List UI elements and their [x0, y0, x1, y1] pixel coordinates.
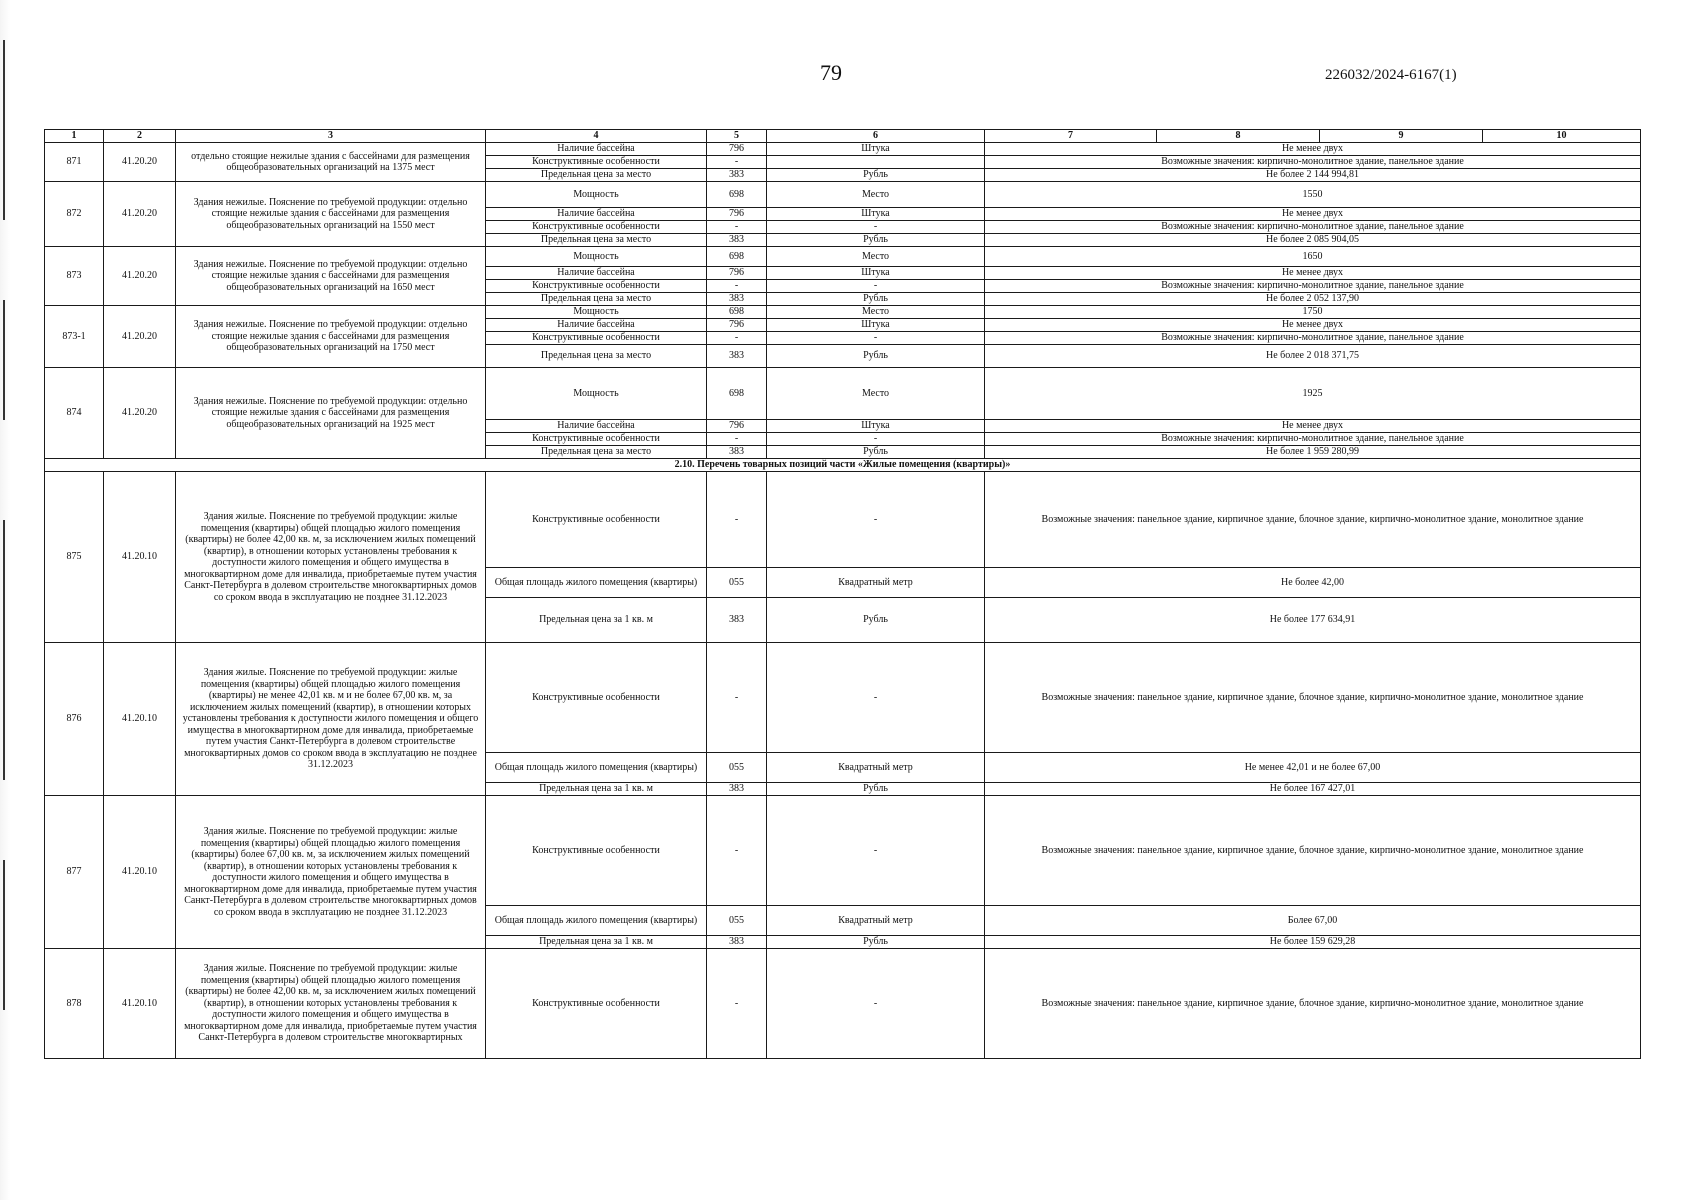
column-header-8: 8	[1157, 130, 1320, 143]
unit-name: Штука	[767, 208, 985, 221]
okei-code: 698	[707, 247, 767, 267]
characteristic-value: 1925	[985, 368, 1641, 420]
okei-code: 698	[707, 306, 767, 319]
item-description: Здания жилые. Пояснение по требуемой продукции: жилые помещения (квартиры) общей площадью жилого помещения (квартиры) не менее 42,01 кв. м и не более 67,00 кв. м, за исключением жилых помещений (квартир), в отношении которых установлены требования к доступности жилого помещения и общего имущества в многоквартирном доме для инвалида, приобретаемые путем участия Санкт-Петербурга в долевом строительстве многоквартирных домов со сроком ввода в эксплуатацию не позднее 31.12.2023	[176, 643, 486, 796]
okpd2-code: 41.20.20	[104, 182, 176, 247]
table-row	[45, 472, 1641, 568]
unit-name: Квадратный метр	[767, 568, 985, 598]
characteristic-value: Не более 42,00	[985, 568, 1641, 598]
characteristic-name: Конструктивные особенности	[486, 433, 707, 446]
table-body	[45, 143, 1641, 1059]
okei-code: -	[707, 949, 767, 1059]
unit-name: Рубль	[767, 169, 985, 182]
okei-code: -	[707, 221, 767, 234]
page-number: 79	[820, 60, 842, 85]
characteristic-name: Конструктивные особенности	[486, 949, 707, 1059]
table-head	[45, 130, 1641, 143]
unit-name: -	[767, 472, 985, 568]
okpd2-code: 41.20.10	[104, 796, 176, 949]
characteristic-value: 1650	[985, 247, 1641, 267]
unit-name: Рубль	[767, 345, 985, 368]
item-description: Здания нежилые. Пояснение по требуемой продукции: отдельно стоящие нежилые здания с бассейнами для размещения общеобразовательных организаций на 1925 мест	[176, 368, 486, 459]
characteristic-value: Не менее двух	[985, 208, 1641, 221]
okei-code: -	[707, 796, 767, 906]
unit-name: Квадратный метр	[767, 753, 985, 783]
unit-name: Рубль	[767, 783, 985, 796]
okei-code: 796	[707, 420, 767, 433]
okei-code: -	[707, 643, 767, 753]
characteristic-value: Возможные значения: кирпично-монолитное здание, панельное здание	[985, 433, 1641, 446]
unit-name: Штука	[767, 420, 985, 433]
item-number: 873-1	[45, 306, 104, 368]
item-number: 877	[45, 796, 104, 949]
characteristic-value: Не более 2 144 994,81	[985, 169, 1641, 182]
column-header-9: 9	[1320, 130, 1483, 143]
unit-name: -	[767, 949, 985, 1059]
okei-code: 796	[707, 208, 767, 221]
characteristic-value: Не более 167 427,01	[985, 783, 1641, 796]
characteristic-value: 1750	[985, 306, 1641, 319]
characteristic-name: Общая площадь жилого помещения (квартиры)	[486, 906, 707, 936]
item-description: Здания нежилые. Пояснение по требуемой продукции: отдельно стоящие нежилые здания с бассейнами для размещения общеобразовательных организаций на 1750 мест	[176, 306, 486, 368]
item-description: Здания жилые. Пояснение по требуемой продукции: жилые помещения (квартиры) общей площадью жилого помещения (квартиры) не более 42,00 кв. м, за исключением жилых помещений (квартир), в отношении которых установлены требования к доступности жилого помещения и общего имущества в многоквартирном доме для инвалида, приобретаемые путем участия Санкт-Петербурга в долевом строительстве многоквартирных домов со сроком ввода в эксплуатацию не позднее 31.12.2023	[176, 472, 486, 643]
characteristic-name: Предельная цена за место	[486, 234, 707, 247]
unit-name: Рубль	[767, 293, 985, 306]
unit-name: -	[767, 433, 985, 446]
unit-name: Место	[767, 182, 985, 208]
characteristic-name: Конструктивные особенности	[486, 643, 707, 753]
unit-name: Штука	[767, 143, 985, 156]
characteristic-name: Наличие бассейна	[486, 143, 707, 156]
characteristic-value: Не менее двух	[985, 420, 1641, 433]
column-header-4: 4	[486, 130, 707, 143]
unit-name: Место	[767, 306, 985, 319]
okpd2-code: 41.20.20	[104, 306, 176, 368]
okei-code: -	[707, 472, 767, 568]
item-description: Здания жилые. Пояснение по требуемой продукции: жилые помещения (квартиры) общей площадью жилого помещения (квартиры) не более 42,00 кв. м, за исключением жилых помещений (квартир), в отношении которых установлены требования к доступности жилого помещения и общего имущества в многоквартирном доме для инвалида, приобретаемые путем участия Санкт-Петербурга в долевом строительстве многоквартирных	[176, 949, 486, 1059]
column-header-5: 5	[707, 130, 767, 143]
characteristic-value: Не более 1 959 280,99	[985, 446, 1641, 459]
okpd2-code: 41.20.10	[104, 472, 176, 643]
unit-name: -	[767, 221, 985, 234]
characteristic-name: Конструктивные особенности	[486, 472, 707, 568]
column-header-7: 7	[985, 130, 1157, 143]
characteristic-value: Возможные значения: панельное здание, кирпичное здание, блочное здание, кирпично-монолитное здание, монолитное здание	[985, 949, 1641, 1059]
okei-code: 055	[707, 906, 767, 936]
characteristic-name: Предельная цена за место	[486, 293, 707, 306]
item-number: 876	[45, 643, 104, 796]
characteristic-name: Мощность	[486, 182, 707, 208]
table-row	[45, 306, 1641, 319]
characteristic-value: Не более 2 018 371,75	[985, 345, 1641, 368]
unit-name: Рубль	[767, 234, 985, 247]
unit-name: -	[767, 280, 985, 293]
okei-code: -	[707, 280, 767, 293]
characteristic-value: Возможные значения: кирпично-монолитное здание, панельное здание	[985, 221, 1641, 234]
okei-code: 383	[707, 936, 767, 949]
item-number: 875	[45, 472, 104, 643]
table-row	[45, 368, 1641, 420]
table-row	[45, 949, 1641, 1059]
characteristic-name: Общая площадь жилого помещения (квартиры)	[486, 753, 707, 783]
characteristic-value: 1550	[985, 182, 1641, 208]
characteristic-name: Предельная цена за место	[486, 345, 707, 368]
characteristic-value: Возможные значения: кирпично-монолитное здание, панельное здание	[985, 332, 1641, 345]
column-header-10: 10	[1483, 130, 1641, 143]
characteristic-name: Конструктивные особенности	[486, 280, 707, 293]
characteristic-name: Конструктивные особенности	[486, 221, 707, 234]
unit-name: Штука	[767, 267, 985, 280]
okei-code: 383	[707, 446, 767, 459]
characteristic-name: Предельная цена за 1 кв. м	[486, 936, 707, 949]
okei-code: 383	[707, 169, 767, 182]
okei-code: 383	[707, 598, 767, 643]
okei-code: 383	[707, 293, 767, 306]
scan-edge	[0, 0, 10, 1200]
okei-code: 055	[707, 568, 767, 598]
okei-code: 055	[707, 753, 767, 783]
characteristic-name: Мощность	[486, 306, 707, 319]
okei-code: 383	[707, 234, 767, 247]
characteristic-value: Более 67,00	[985, 906, 1641, 936]
characteristic-value: Не менее двух	[985, 319, 1641, 332]
column-header-1: 1	[45, 130, 104, 143]
characteristic-name: Предельная цена за 1 кв. м	[486, 598, 707, 643]
column-header-6: 6	[767, 130, 985, 143]
okei-code: 383	[707, 345, 767, 368]
item-description: Здания жилые. Пояснение по требуемой продукции: жилые помещения (квартиры) общей площадью жилого помещения (квартиры) более 67,00 кв. м, за исключением жилых помещений (квартир), в отношении которых установлены требования к доступности жилого помещения и общего имущества в многоквартирном доме для инвалида, приобретаемые путем участия Санкт-Петербурга в долевом строительстве многоквартирных домов со сроком ввода в эксплуатацию не позднее 31.12.2023	[176, 796, 486, 949]
table-row	[45, 247, 1641, 267]
item-description: Здания нежилые. Пояснение по требуемой продукции: отдельно стоящие нежилые здания с бассейнами для размещения общеобразовательных организаций на 1650 мест	[176, 247, 486, 306]
characteristic-name: Предельная цена за место	[486, 446, 707, 459]
characteristic-value: Не более 2 052 137,90	[985, 293, 1641, 306]
item-number: 872	[45, 182, 104, 247]
okei-code: 698	[707, 182, 767, 208]
table-row	[45, 182, 1641, 208]
characteristic-name: Конструктивные особенности	[486, 332, 707, 345]
okei-code: -	[707, 433, 767, 446]
okei-code: -	[707, 332, 767, 345]
characteristic-value: Не менее двух	[985, 267, 1641, 280]
characteristic-value: Возможные значения: кирпично-монолитное здание, панельное здание	[985, 280, 1641, 293]
unit-name: Место	[767, 368, 985, 420]
okei-code: 796	[707, 143, 767, 156]
unit-name: Рубль	[767, 936, 985, 949]
item-number: 874	[45, 368, 104, 459]
item-description: отдельно стоящие нежилые здания с бассейнами для размещения общеобразовательных организаций на 1375 мест	[176, 143, 486, 182]
characteristic-value: Не менее двух	[985, 143, 1641, 156]
okpd2-code: 41.20.10	[104, 949, 176, 1059]
characteristic-value: Возможные значения: панельное здание, кирпичное здание, блочное здание, кирпично-монолитное здание, монолитное здание	[985, 643, 1641, 753]
column-header-3: 3	[176, 130, 486, 143]
characteristic-name: Предельная цена за место	[486, 169, 707, 182]
okei-code: -	[707, 156, 767, 169]
register-table	[44, 129, 1641, 1059]
okpd2-code: 41.20.20	[104, 247, 176, 306]
characteristic-name: Мощность	[486, 247, 707, 267]
characteristic-name: Конструктивные особенности	[486, 156, 707, 169]
characteristic-name: Конструктивные особенности	[486, 796, 707, 906]
section-row	[45, 459, 1641, 472]
item-number: 873	[45, 247, 104, 306]
characteristic-value: Возможные значения: панельное здание, кирпичное здание, блочное здание, кирпично-монолитное здание, монолитное здание	[985, 796, 1641, 906]
characteristic-value: Не более 159 629,28	[985, 936, 1641, 949]
unit-name: -	[767, 332, 985, 345]
okei-code: 796	[707, 267, 767, 280]
characteristic-value: Не более 177 634,91	[985, 598, 1641, 643]
column-number-row	[45, 130, 1641, 143]
okpd2-code: 41.20.20	[104, 143, 176, 182]
okei-code: 383	[707, 783, 767, 796]
okei-code: 698	[707, 368, 767, 420]
unit-name: Квадратный метр	[767, 906, 985, 936]
characteristic-name: Наличие бассейна	[486, 267, 707, 280]
characteristic-value: Возможные значения: панельное здание, кирпичное здание, блочное здание, кирпично-монолитное здание, монолитное здание	[985, 472, 1641, 568]
unit-name	[767, 156, 985, 169]
unit-name: -	[767, 796, 985, 906]
section-title: 2.10. Перечень товарных позиций части «Жилые помещения (квартиры)»	[45, 459, 1641, 472]
characteristic-value: Не менее 42,01 и не более 67,00	[985, 753, 1641, 783]
characteristic-name: Мощность	[486, 368, 707, 420]
item-number: 871	[45, 143, 104, 182]
characteristic-name: Наличие бассейна	[486, 420, 707, 433]
characteristic-value: Не более 2 085 904,05	[985, 234, 1641, 247]
table-row	[45, 796, 1641, 906]
table-row	[45, 643, 1641, 753]
unit-name: Штука	[767, 319, 985, 332]
okpd2-code: 41.20.20	[104, 368, 176, 459]
characteristic-name: Предельная цена за 1 кв. м	[486, 783, 707, 796]
characteristic-name: Наличие бассейна	[486, 208, 707, 221]
okei-code: 796	[707, 319, 767, 332]
characteristic-name: Наличие бассейна	[486, 319, 707, 332]
okpd2-code: 41.20.10	[104, 643, 176, 796]
characteristic-name: Общая площадь жилого помещения (квартиры)	[486, 568, 707, 598]
item-description: Здания нежилые. Пояснение по требуемой продукции: отдельно стоящие нежилые здания с бассейнами для размещения общеобразовательных организаций на 1550 мест	[176, 182, 486, 247]
table-row	[45, 143, 1641, 156]
document-id: 226032/2024-6167(1)	[1325, 67, 1457, 83]
column-header-2: 2	[104, 130, 176, 143]
unit-name: Рубль	[767, 446, 985, 459]
characteristic-value: Возможные значения: кирпично-монолитное здание, панельное здание	[985, 156, 1641, 169]
unit-name: Рубль	[767, 598, 985, 643]
unit-name: Место	[767, 247, 985, 267]
item-number: 878	[45, 949, 104, 1059]
unit-name: -	[767, 643, 985, 753]
